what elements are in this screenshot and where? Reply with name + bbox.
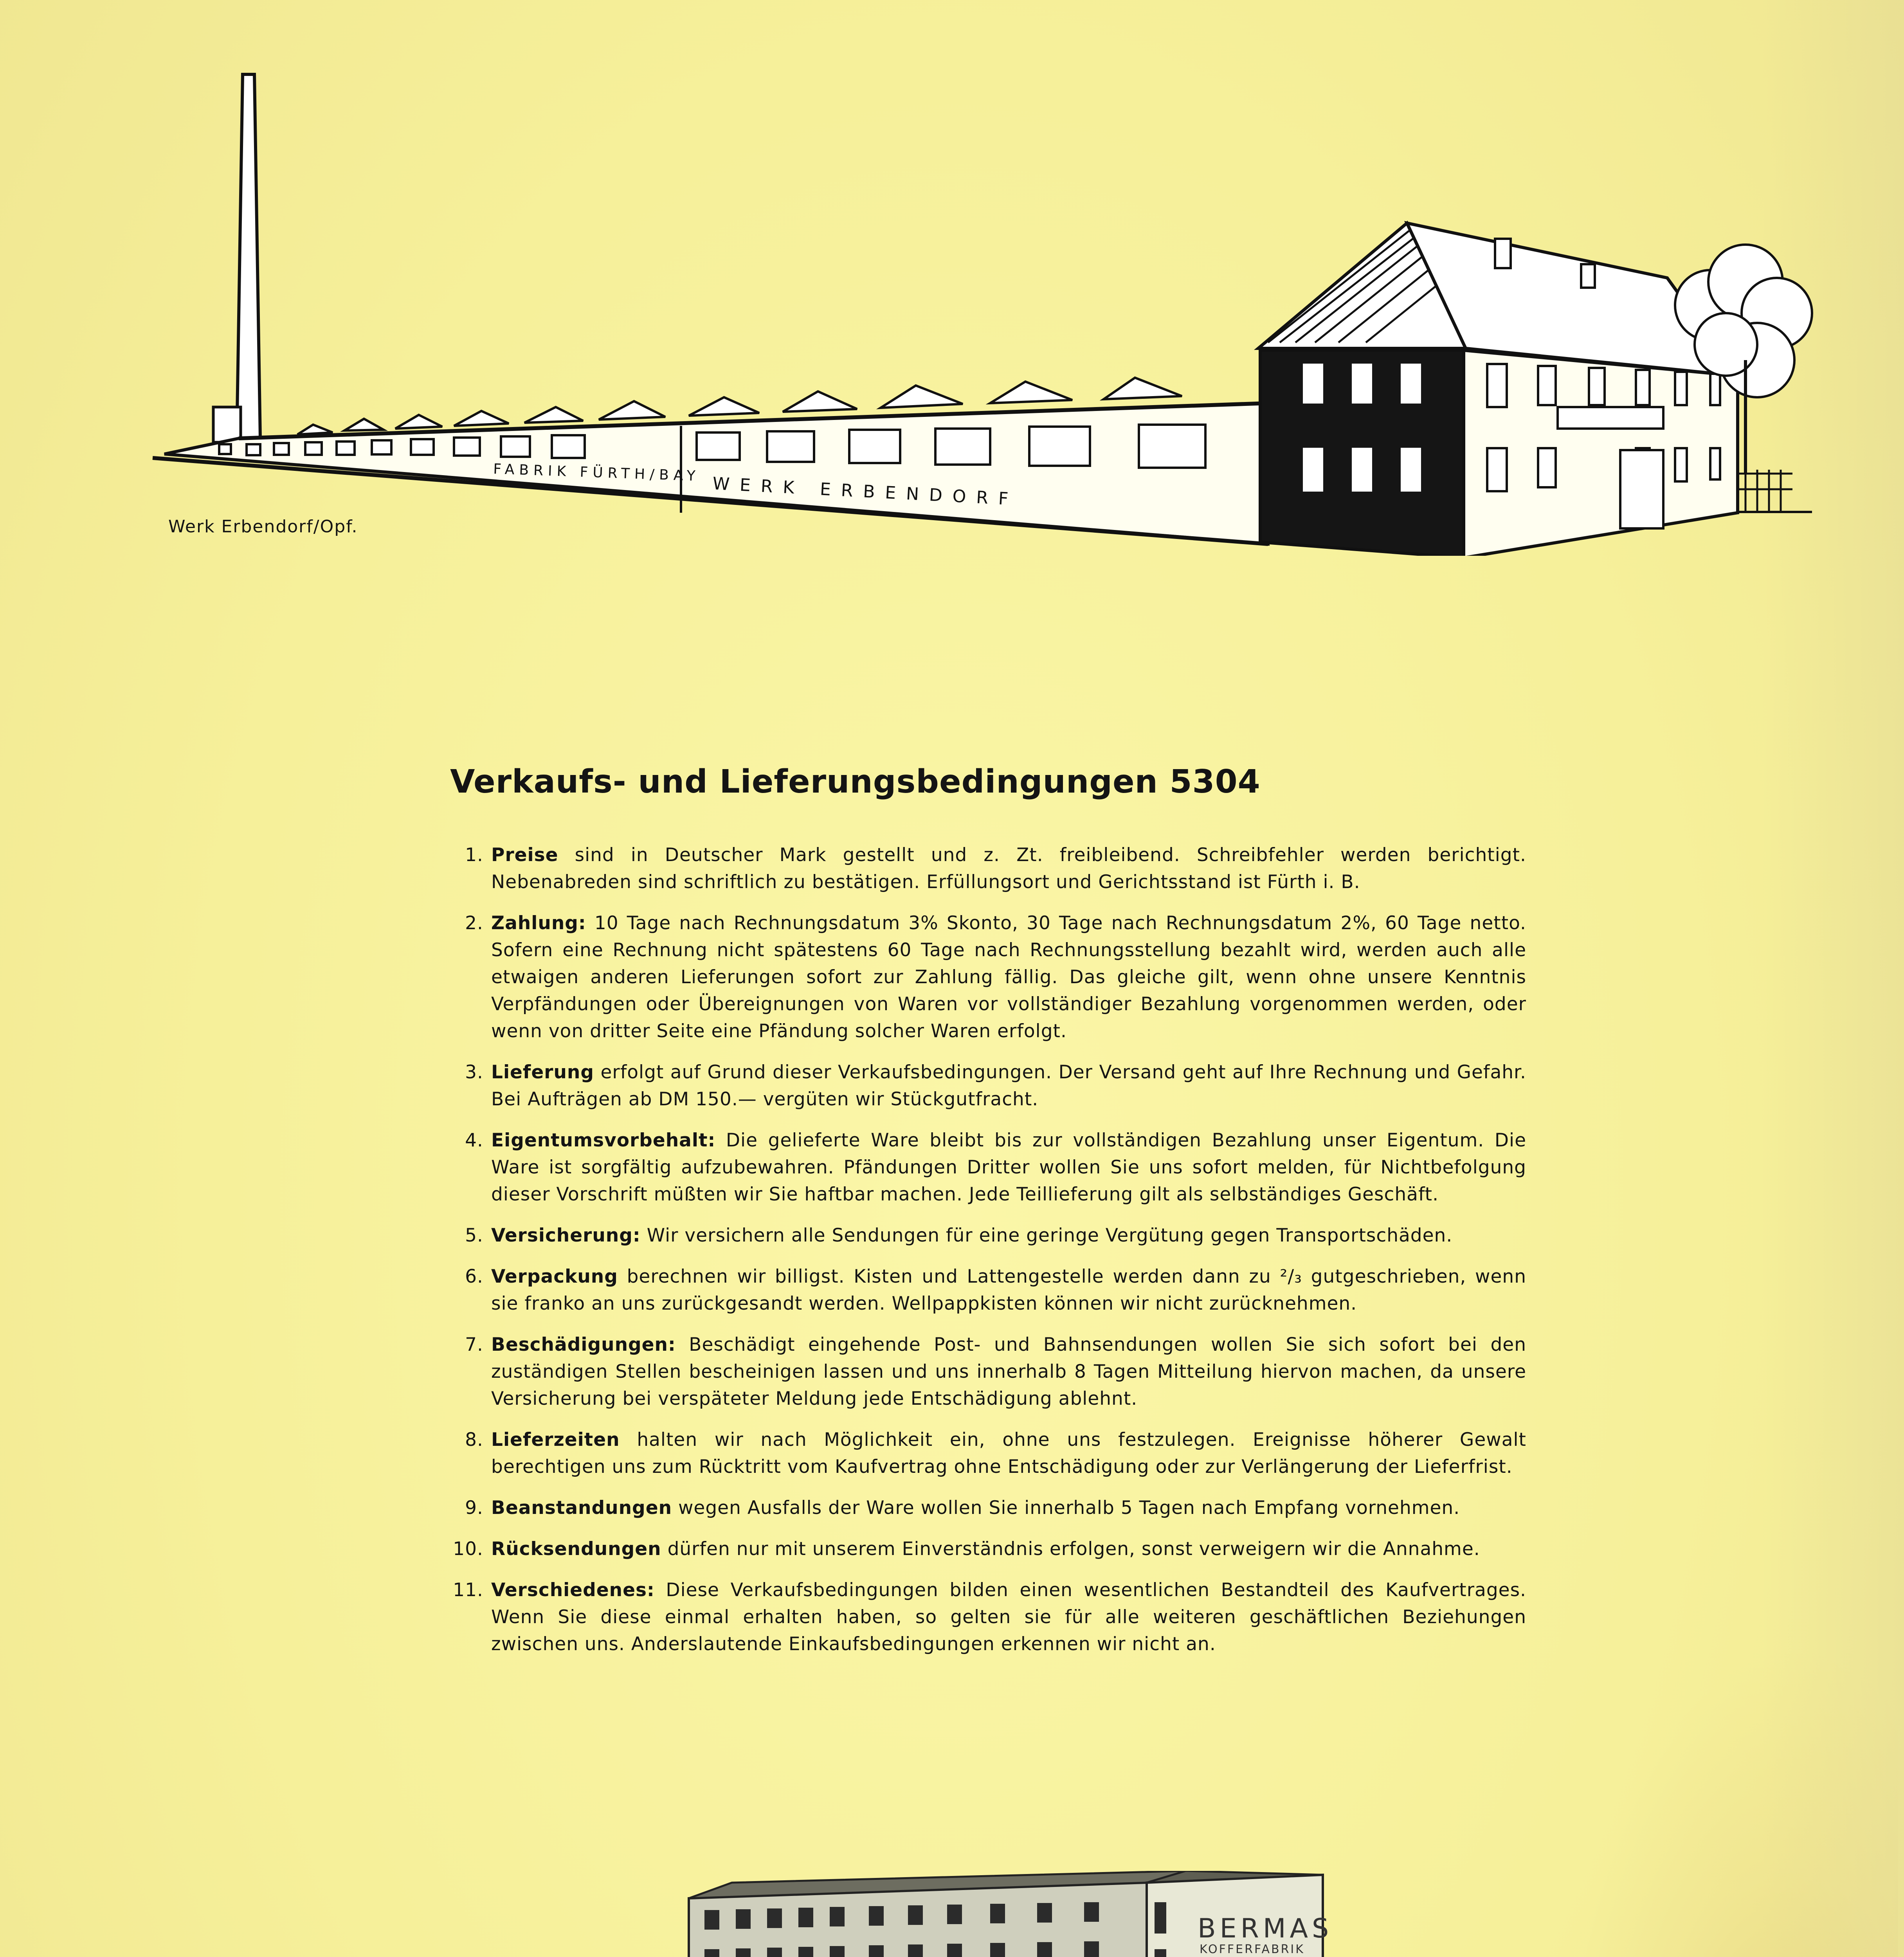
term-item <box>450 1263 1526 1317</box>
term-number: 9. <box>465 1497 483 1519</box>
term-number: 3. <box>465 1061 483 1083</box>
term-number: 11. <box>453 1579 483 1601</box>
facade-lettering-right: WERK ERBENDORF <box>712 474 1019 510</box>
term-item <box>450 1059 1526 1113</box>
terms-heading: Verkaufs- und Lieferungsbedingungen 5304 <box>450 763 1261 800</box>
term-number: 7. <box>465 1334 483 1355</box>
term-item <box>450 1127 1526 1208</box>
term-keyword: Eigentumsvorbehalt: <box>491 1130 716 1151</box>
term-keyword: Lieferzeiten <box>491 1429 620 1451</box>
facade-lettering-left: FABRIK FÜRTH/BAY <box>493 461 701 485</box>
term-text: halten wir nach Möglichkeit ein, ohne uns festzulegen. Ereignisse höherer Gewalt berechtigen uns zum Rücktritt vom Kaufvertrag ohne Entschädigung oder zur Verlängerung der Lieferfrist. <box>491 1429 1526 1478</box>
sign-kofferfabrik: KOFFERFABRIK <box>1200 1943 1305 1956</box>
sign-bermas: BERMAS <box>1198 1913 1333 1944</box>
term-keyword: Beschädigungen: <box>491 1334 676 1355</box>
term-text: erfolgt auf Grund dieser Verkaufsbedingungen. Der Versand geht auf Ihre Rechnung und Gefahr. Bei Aufträgen ab DM 150.— vergüten wir Stückgutfracht. <box>491 1061 1526 1110</box>
term-item <box>450 910 1526 1045</box>
term-keyword: Beanstandungen <box>491 1497 672 1519</box>
term-keyword: Verpackung <box>491 1266 618 1287</box>
term-text: Wir versichern alle Sendungen für eine geringe Vergütung gegen Transportschäden. <box>640 1225 1453 1246</box>
term-text: berechnen wir billigst. Kisten und Lattengestelle werden dann zu ²/₃ gutgeschrieben, wenn sie franko an uns zurückgesandt werden. Wellpappkisten können wir nicht zurücknehmen. <box>491 1266 1526 1314</box>
term-keyword: Lieferung <box>491 1061 594 1083</box>
term-text: dürfen nur mit unserem Einverständnis erfolgen, sonst verweigern wir die Annahme. <box>661 1538 1480 1560</box>
term-text: sind in Deutscher Mark gestellt und z. Zt. freibleibend. Schreibfehler werden berichtigt. Nebenabreden sind schriftlich zu bestätigen. Erfüllungsort und Gerichtsstand ist Fürth i. B. <box>491 844 1526 893</box>
caption-werk-erbendorf: Werk Erbendorf/Opf. <box>168 517 358 537</box>
term-text: Die gelieferte Ware bleibt bis zur vollständigen Bezahlung unser Eigentum. Die Ware ist sorgfältig aufzubewahren. Pfändungen Dritter wollen Sie uns sofort melden, für Nichtbefolgung dieser Vorschrift müßten wir Sie haftbar machen. Jede Teillieferung gilt als selbständiges Geschäft. <box>491 1130 1526 1205</box>
term-keyword: Preise <box>491 844 558 866</box>
term-number: 6. <box>465 1266 483 1287</box>
factory-fuerth-illustration <box>450 1871 1526 1957</box>
term-number: 10. <box>453 1538 483 1560</box>
term-keyword: Rücksendungen <box>491 1538 661 1560</box>
term-text: 10 Tage nach Rechnungsdatum 3% Skonto, 30 Tage nach Rechnungsdatum 2%, 60 Tage netto. Sofern eine Rechnung nicht spätestens 60 Tage nach Rechnungsstellung bezahlt wird, werden auch alle etwaigen anderen Lieferungen sofort zur Zahlung fällig. Das gleiche gilt, wenn ohne unsere Kenntnis Verpfändungen oder Übereignungen von Waren vor vollständiger Bezahlung vorgenommen werden, oder wenn von dritter Seite eine Pfändung solcher Waren erfolgt. <box>491 912 1526 1042</box>
term-item <box>450 842 1526 896</box>
term-item <box>450 1494 1526 1521</box>
term-number: 1. <box>465 844 483 866</box>
term-text: Beschädigt eingehende Post- und Bahnsendungen wollen Sie sich sofort bei den zuständigen Stellen bescheinigen lassen und uns innerhalb 8 Tagen Mitteilung hiervon machen, da unsere Versicherung bei verspäteter Meldung jede Entschädigung ablehnt. <box>491 1334 1526 1409</box>
term-item <box>450 1426 1526 1480</box>
term-item <box>450 1331 1526 1412</box>
term-text: Diese Verkaufsbedingungen bilden einen wesentlichen Bestandteil des Kaufvertrages. Wenn Sie diese einmal erhalten haben, so gelten sie für alle weiteren geschäftlichen Beziehungen zwischen uns. Anderslautende Einkaufsbedingungen erkennen wir nicht an. <box>491 1579 1526 1655</box>
term-item <box>450 1577 1526 1658</box>
term-keyword: Verschiedenes: <box>491 1579 655 1601</box>
term-item <box>450 1222 1526 1249</box>
term-keyword: Versicherung: <box>491 1225 641 1246</box>
term-keyword: Zahlung: <box>491 912 586 934</box>
term-number: 2. <box>465 912 483 934</box>
factory-erbendorf-illustration <box>149 63 1816 556</box>
term-text: wegen Ausfalls der Ware wollen Sie innerhalb 5 Tagen nach Empfang vornehmen. <box>672 1497 1460 1519</box>
term-number: 4. <box>465 1130 483 1151</box>
term-item <box>450 1535 1526 1562</box>
term-number: 5. <box>465 1225 483 1246</box>
terms-list <box>450 842 1526 1672</box>
term-number: 8. <box>465 1429 483 1451</box>
